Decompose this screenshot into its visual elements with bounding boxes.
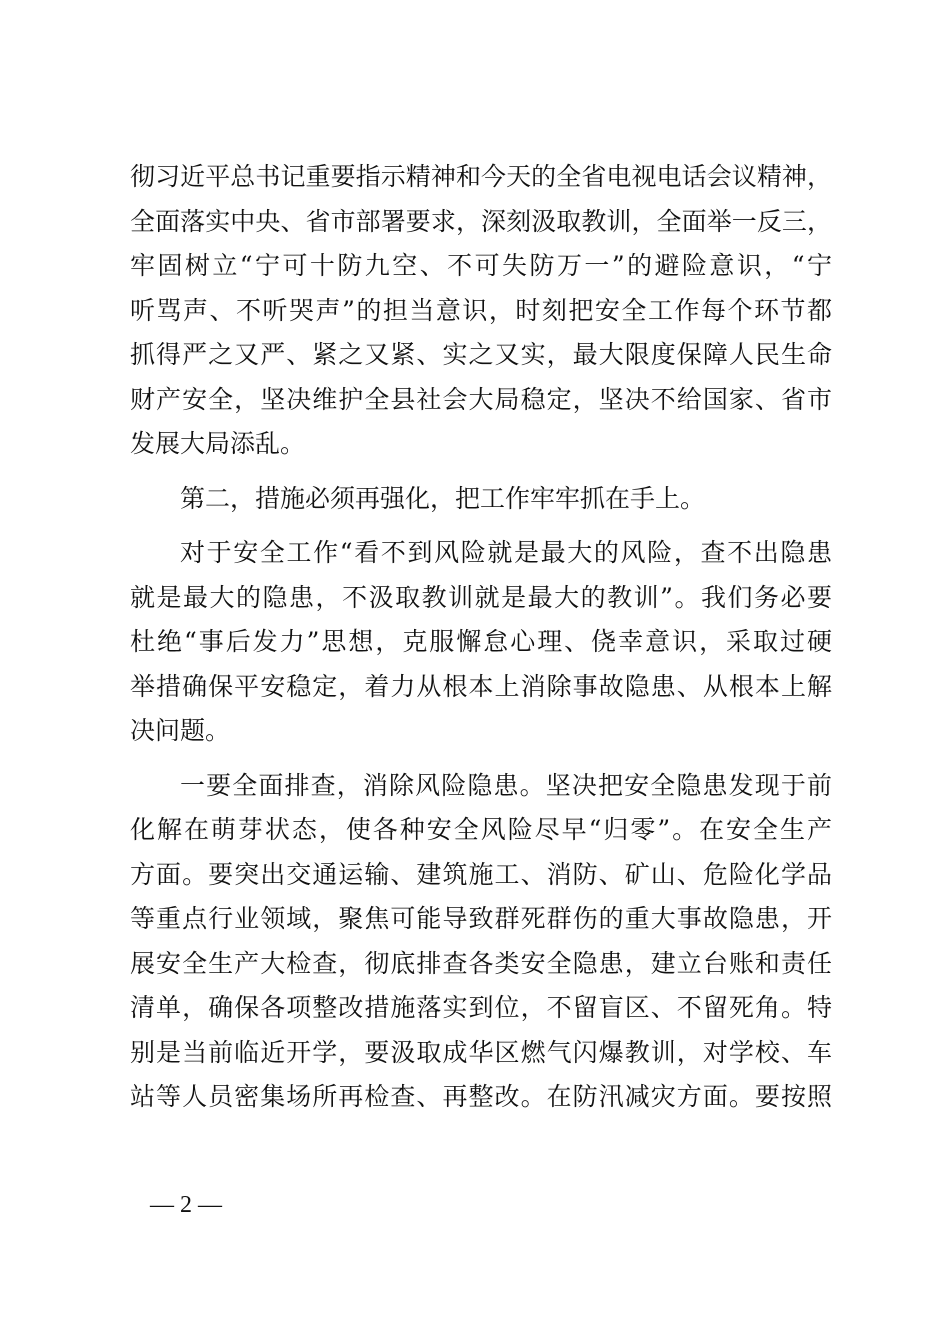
text-line: 发展大局添乱。	[130, 429, 306, 458]
paragraph-1	[130, 155, 832, 467]
text-line: 方面。要突出交通运输、建筑施工、消防、矿山、危险化学品	[130, 859, 832, 889]
section-heading	[130, 477, 832, 522]
text-line: 牢固树立“宁可十防九空、不可失防万一”的避险意识，“宁	[130, 251, 832, 280]
paragraph-4	[130, 764, 832, 1120]
paragraph-3	[130, 531, 832, 754]
text-line: 化解在萌芽状态，使各种安全风险尽早“归零”。在安全生产	[130, 815, 832, 844]
text-line: 全面落实中央、省市部署要求，深刻汲取教训，全面举一反三，	[130, 206, 832, 236]
text-line: 等重点行业领域，聚焦可能导致群死群伤的重大事故隐患，开	[130, 904, 832, 933]
text-line: 站等人员密集场所再检查、再整改。在防汛减灾方面。要按照	[130, 1082, 832, 1111]
text-line: 决问题。	[130, 716, 231, 745]
text-line: 就是最大的隐患，不汲取教训就是最大的教训”。我们务必要	[130, 582, 832, 612]
text-line: 对于安全工作“看不到风险就是最大的风险，查不出隐患	[180, 538, 832, 567]
text-line: 杜绝“事后发力”思想，克服懈怠心理、侥幸意识，采取过硬	[130, 627, 832, 656]
text-line: 别是当前临近开学，要汲取成华区燃气闪爆教训，对学校、车	[130, 1037, 832, 1067]
text-line: 清单，确保各项整改措施落实到位，不留盲区、不留死角。特	[130, 993, 832, 1022]
heading-line: 第二，措施必须再强化，把工作牢牢抓在手上。	[180, 483, 706, 513]
text-line: 一要全面排查，消除风险隐患。坚决把安全隐患发现于前	[180, 770, 832, 800]
text-line: 抓得严之又严、紧之又紧、实之又实，最大限度保障人民生命	[130, 340, 832, 369]
text-line: 听骂声、不听哭声”的担当意识，时刻把安全工作每个环节都	[130, 295, 832, 325]
text-line: 彻习近平总书记重要指示精神和今天的全省电视电话会议精神，	[130, 162, 832, 191]
text-line: 财产安全，坚决维护全县社会大局稳定，坚决不给国家、省市	[130, 384, 832, 414]
page-number: — 2 —	[150, 1192, 222, 1218]
text-line: 展安全生产大检查，彻底排查各类安全隐患，建立台账和责任	[130, 948, 832, 978]
text-line: 举措确保平安稳定，着力从根本上消除事故隐患、从根本上解	[130, 671, 832, 701]
body-text	[130, 155, 832, 1120]
